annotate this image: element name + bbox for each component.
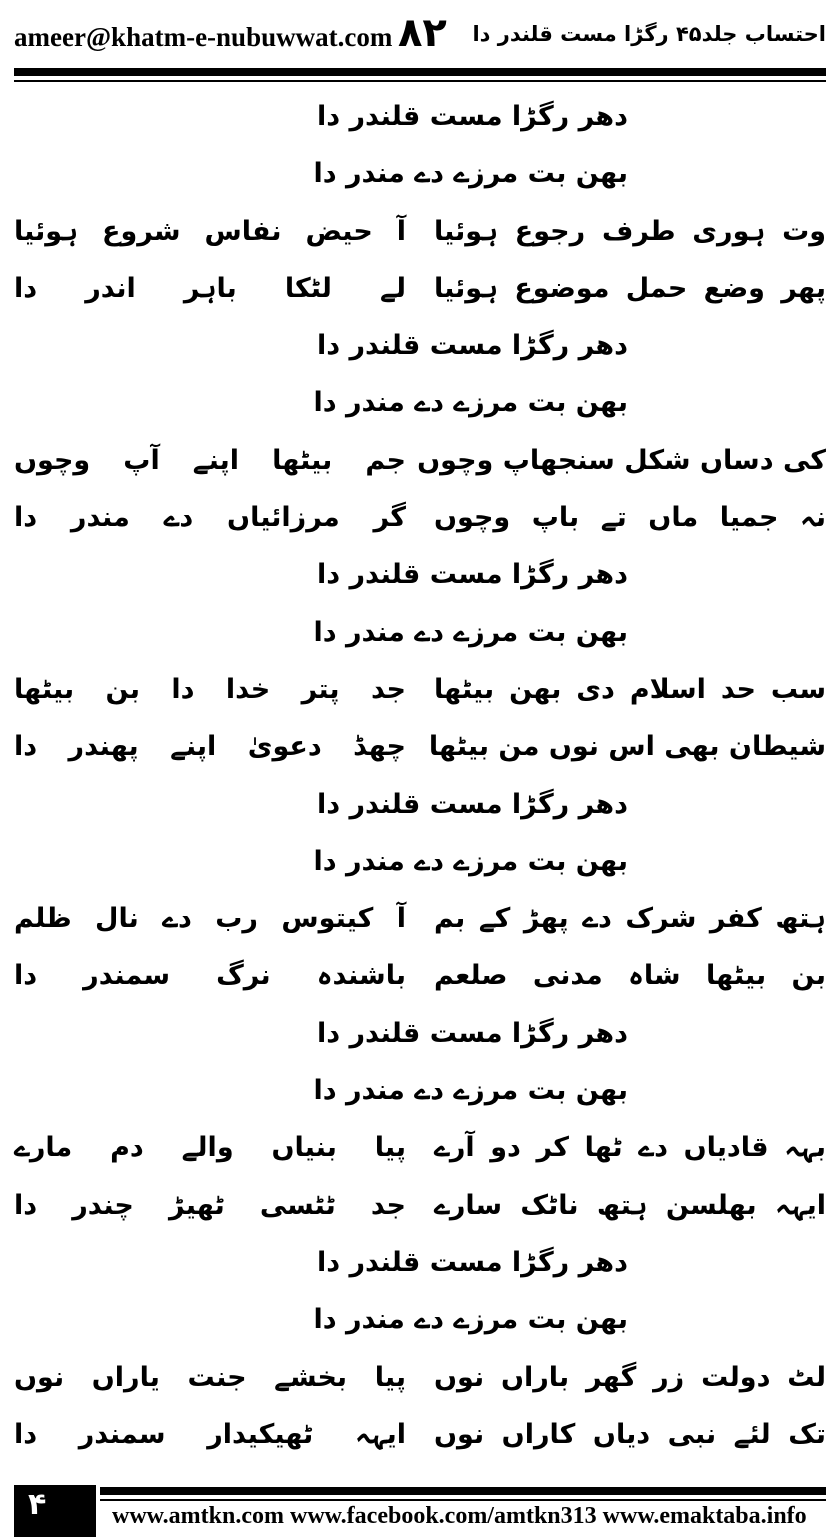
- header-email: ameer@khatm-e-nubuwwat.com: [14, 22, 393, 52]
- first-hemistich: وت ہوری طرف رجوع ہوئیا: [434, 215, 826, 247]
- refrain-line: دھر رگڑا مست قلندر دا: [316, 1017, 628, 1049]
- verse-line: [0, 1177, 840, 1234]
- refrain-line: دھر رگڑا مست قلندر دا: [316, 330, 628, 362]
- poem-body: [0, 88, 840, 1463]
- footer-rule-thin: [100, 1499, 826, 1501]
- first-hemistich: شیطان بھی اس نوں من بیٹھا: [428, 731, 826, 763]
- verse-line: [0, 718, 840, 775]
- second-hemistich: جد ٹٹسی ٹھیڑ چندر دا: [14, 1189, 406, 1221]
- first-hemistich: کی دساں شکل سنجھاپ وچوں: [417, 444, 826, 476]
- first-hemistich: نہ جمیا ماں تے باپ وچوں: [434, 502, 826, 534]
- second-hemistich: لے لٹکا باہر اندر دا: [14, 272, 406, 304]
- refrain-line: بھن بت مرزے دے مندر دا: [313, 1304, 628, 1336]
- refrain-line: دھر رگڑا مست قلندر دا: [316, 101, 628, 132]
- second-hemistich: جد پتر خدا دا بن بیٹھا: [14, 673, 406, 705]
- refrain-line: دھر رگڑا مست قلندر دا: [316, 1246, 628, 1278]
- header-rule-thick: [14, 68, 826, 76]
- footer-rule-thick: [100, 1487, 826, 1495]
- refrain-line: دھر رگڑا مست قلندر دا: [316, 559, 628, 591]
- verse-line: [0, 432, 840, 489]
- second-hemistich: ایہہ ٹھیکیدار سمندر دا: [14, 1418, 406, 1450]
- first-hemistich: لٹ دولت زر گھر باراں نوں: [434, 1361, 826, 1393]
- refrain-line: بھن بت مرزے دے مندر دا: [313, 845, 628, 877]
- first-hemistich: تک لئے نبی دیاں کاراں نوں: [434, 1418, 826, 1450]
- refrain-line: بھن بت مرزے دے مندر دا: [313, 387, 628, 419]
- page-header: [0, 0, 840, 70]
- first-hemistich: پھر وضع حمل موضوع ہوئیا: [434, 272, 826, 304]
- verse-line: [0, 1349, 840, 1406]
- header-rule-thin: [14, 80, 826, 82]
- refrain-line: دھر رگڑا مست قلندر دا: [316, 788, 628, 820]
- book-title: احتساب جلد۴۵ رگڑا مست قلندر دا: [472, 22, 826, 46]
- first-hemistich: ایہہ بھلسن ہتھ ناٹک سارے: [434, 1189, 826, 1221]
- verse-line: [0, 890, 840, 947]
- second-hemistich: پیا بخشے جنت یاراں نوں: [14, 1361, 406, 1393]
- verse-line: [0, 1119, 840, 1176]
- verse-line: [0, 489, 840, 546]
- verse-line: [0, 260, 840, 317]
- second-hemistich: آ حیض نفاس شروع ہوئیا: [14, 215, 406, 247]
- second-hemistich: آ کیتوس رب دے نال ظلم: [14, 903, 406, 935]
- refrain-line: بھن بت مرزے دے مندر دا: [313, 1075, 628, 1107]
- page-number: ۸۲: [398, 10, 447, 56]
- second-hemistich: چھڈ دعویٰ اپنے پھندر دا: [14, 731, 406, 763]
- refrain-line: بھن بت مرزے دے مندر دا: [313, 158, 628, 190]
- verse-line: [0, 661, 840, 718]
- second-hemistich: گر مرزائیاں دے مندر دا: [14, 502, 406, 534]
- refrain-line: بھن بت مرزے دے مندر دا: [313, 616, 628, 648]
- first-hemistich: بہہ قادیاں دے ٹھا کر دو آرے: [434, 1132, 826, 1164]
- verse-line: [0, 947, 840, 1004]
- footer-links: www.amtkn.com www.facebook.com/amtkn313 www.emaktaba.info: [112, 1503, 807, 1529]
- second-hemistich: پیا بنیاں والے دم مارے: [14, 1132, 406, 1164]
- second-hemistich: باشندہ نرگ سمندر دا: [14, 960, 406, 992]
- page-footer: [0, 1485, 840, 1540]
- first-hemistich: بن بیٹھا شاہ مدنی صلعم: [434, 960, 826, 992]
- verse-line: [0, 203, 840, 260]
- second-hemistich: جم بیٹھا اپنے آپ وچوں: [14, 444, 406, 476]
- verse-line: [0, 1406, 840, 1463]
- first-hemistich: ہتھ کفر شرک دے پھڑ کے بم: [434, 903, 826, 935]
- first-hemistich: سب حد اسلام دی بھن بیٹھا: [434, 673, 826, 705]
- footer-number-box: ۴: [14, 1485, 96, 1537]
